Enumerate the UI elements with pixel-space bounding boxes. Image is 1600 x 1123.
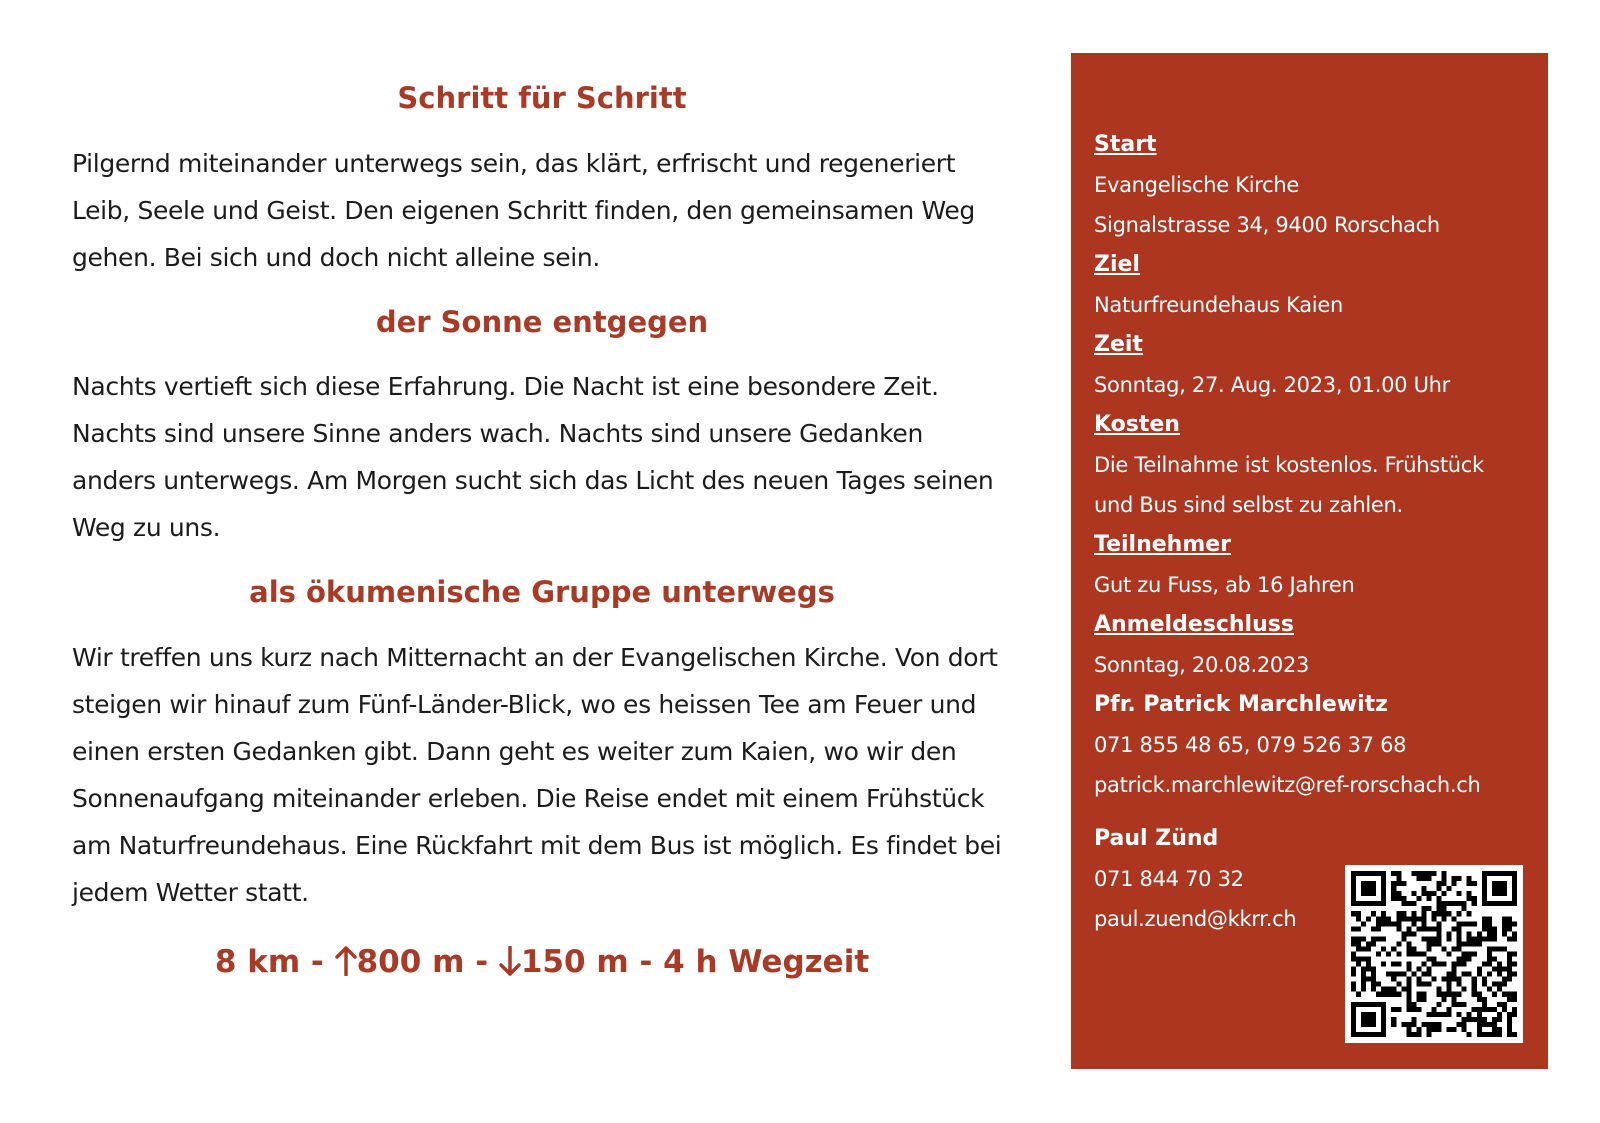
start-address: Signalstrasse 34, 9400 Rorschach (1094, 213, 1440, 237)
distance-summary (72, 942, 1012, 986)
ziel-value: Naturfreundehaus Kaien (1094, 293, 1343, 317)
qr-code-icon[interactable] (1345, 865, 1523, 1043)
teilnehmer-label: Teilnehmer (1094, 532, 1232, 557)
zeit-value: Sonntag, 27. Aug. 2023, 01.00 Uhr (1094, 373, 1451, 397)
distance-ascent: 800 m - (356, 944, 489, 981)
kosten-line2: und Bus sind selbst zu zahlen. (1094, 493, 1403, 517)
heading-sonne: der Sonne entgegen (375, 304, 709, 339)
zeit-label: Zeit (1094, 332, 1143, 357)
contact1-phone: 071 855 48 65, 079 526 37 68 (1094, 733, 1407, 757)
kosten-label: Kosten (1094, 412, 1180, 437)
arrow-up-icon (335, 946, 357, 986)
contact1-name: Pfr. Patrick Marchlewitz (1094, 692, 1388, 717)
ziel-label: Ziel (1094, 252, 1140, 277)
paragraph-nacht: Nachts vertieft sich diese Erfahrung. Die Nacht ist eine besondere Zeit. Nachts sind unsere Sinne anders wach. Nachts sind unsere Gedanken anders unterwegs. Am Morgen sucht sich das Licht des neuen Tages seinen Weg zu uns. (72, 372, 994, 543)
main-content (72, 72, 1012, 986)
heading-gruppe: als ökumenische Gruppe unterwegs (249, 575, 835, 610)
heading-schritt: Schritt für Schritt (397, 81, 687, 115)
start-location: Evangelische Kirche (1094, 173, 1300, 197)
kosten-line1: Die Teilnahme ist kostenlos. Frühstück (1094, 453, 1484, 477)
paragraph-intro: Pilgernd miteinander unterwegs sein, das klärt, erfrischt und regeneriert Leib, Seele und Geist. Den eigenen Schritt finden, den gemeinsamen Weg gehen. Bei sich und doch nicht alleine sein. (72, 148, 975, 272)
paragraph-route: Wir treffen uns kurz nach Mitternacht an der Evangelischen Kirche. Von dort steigen wir hinauf zum Fünf-Länder-Blick, wo es heissen Tee am Feuer und einen ersten Gedanken gibt. Dann geht es weiter zum Kaien, wo wir den Sonnenaufgang miteinander erleben. Die Reise endet mit einem Frühstück am Naturfreundehaus. Eine Rückfahrt mit dem Bus ist möglich. Es findet bei jedem Wetter statt. (72, 643, 1002, 908)
info-sidebar (1071, 53, 1548, 1069)
anmeldeschluss-value: Sonntag, 20.08.2023 (1094, 653, 1310, 677)
distance-km: 8 km - (214, 944, 324, 981)
anmeldeschluss-label: Anmeldeschluss (1094, 612, 1294, 637)
contact1-email[interactable]: patrick.marchlewitz@ref-rorschach.ch (1094, 773, 1481, 797)
start-label: Start (1094, 132, 1157, 157)
contact2-name: Paul Zünd (1094, 826, 1219, 851)
arrow-down-icon (499, 946, 521, 986)
contact2-phone: 071 844 70 32 (1094, 867, 1244, 891)
teilnehmer-value: Gut zu Fuss, ab 16 Jahren (1094, 573, 1355, 597)
distance-descent: 150 m - 4 h Wegzeit (520, 944, 870, 981)
contact2-email[interactable]: paul.zuend@kkrr.ch (1094, 907, 1297, 931)
